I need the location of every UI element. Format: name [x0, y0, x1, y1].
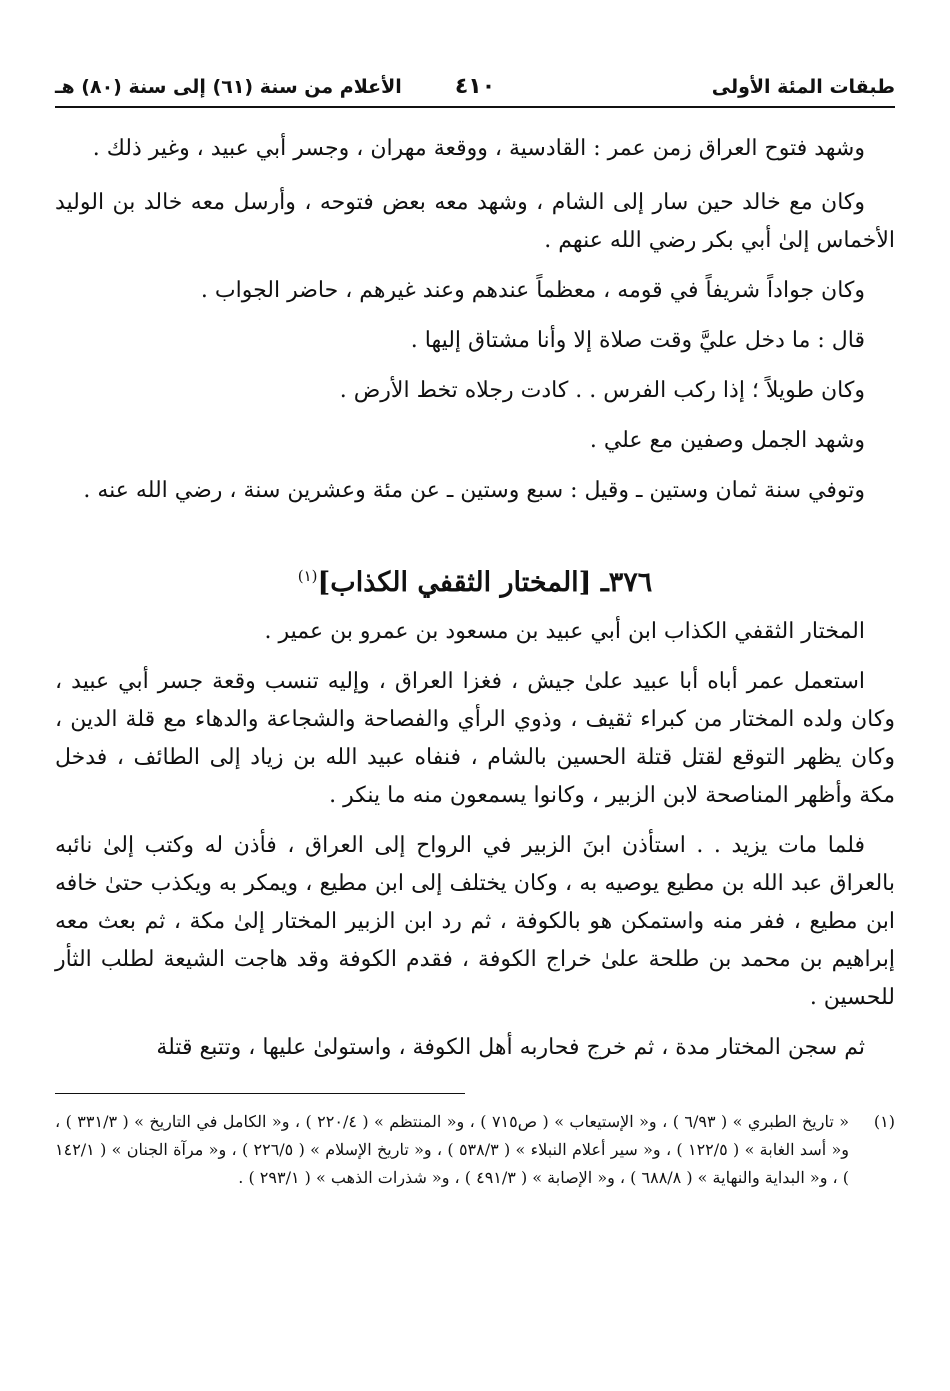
body-paragraph: المختار الثقفي الكذاب ابن أبي عبيد بن مسعود بن عمرو بن عمير . — [264, 619, 865, 644]
body-paragraph: قال : ما دخل عليَّ وقت صلاة إلا وأنا مشتاق إليها . — [410, 328, 865, 353]
entry-title-text: ٣٧٦ـ [المختار الثقفي الكذاب] — [317, 567, 653, 598]
header-book-title: طبقات المئة الأولى — [711, 76, 895, 98]
body-paragraph: وكان طويلاً ؛ إذا ركب الفرس . . كادت رجلاه تخط الأرض . — [339, 378, 865, 403]
footnote-divider — [55, 1093, 465, 1094]
body-paragraph: استعمل عمر أباه أبا عبيد علىٰ جيش ، فغزا العراق ، وإليه تنسب وقعة جسر أبي عبيد ، وكان ولده المختار من كبراء ثقيف ، وذوي الرأي والفصاحة والشجاعة والدهاء مع قلة الدين ، وكان يظهر التوقع لقتل قتلة الحسين بالشام ، فنفاه عبيد الله بن زياد إلى الطائف ، فدخل مكة وأظهر المناصحة لابن الزبير ، وكانوا يسمعون منه ما ينكر . — [55, 669, 895, 808]
header-section-range: الأعلام من سنة (٦١) إلى سنة (٨٠) هـ — [55, 76, 402, 98]
footnote — [55, 1108, 895, 1192]
book-page — [55, 70, 895, 1192]
footnote-number: (١) — [873, 1112, 895, 1131]
body-paragraph: وكان جواداً شريفاً في قومه ، معظماً عندهم وعند غيرهم ، حاضر الجواب . — [200, 278, 865, 303]
footnote-text: « تاريخ الطبري » ( ٦/٩٣ ) ، و« الإستيعاب » ( ص٧١٥ ) ، و« المنتظم » ( ٢٢٠/٤ ) ، و« الكامل في التاريخ » ( ٣٣١/٣ ) ، و« أسد الغابة » ( ١٢٢/٥ ) ، و« سير أعلام النبلاء » ( ٥٣٨/٣ ) ، و« تاريخ الإسلام » ( ٢٢٦/٥ ) ، و« مرآة الجنان » ( ١٤٢/١ ) ، و« البداية والنهاية » ( ٦٨٨/٨ ) ، و« الإصابة » ( ٤٩١/٣ ) ، و« شذرات الذهب » ( ٢٩٣/١ ) . — [55, 1112, 850, 1187]
body-paragraph: وشهد فتوح العراق زمن عمر : القادسية ، ووقعة مهران ، وجسر أبي عبيد ، وغير ذلك . — [92, 136, 865, 161]
page-number: ٤١٠ — [454, 74, 496, 99]
entry-title — [55, 556, 895, 603]
body-paragraph: فلما مات يزيد . . استأذن ابنَ الزبير في الرواح إلى العراق ، فأذن له وكتب إلىٰ نائبه بالعراق عبد الله بن مطيع يوصيه به ، وكان يختلف إلى ابن مطيع ، ويمكر به ويكذب حتىٰ خافه ابن مطيع ، ففر منه واستمكن هو بالكوفة ، ثم رد ابن الزبير المختار إلىٰ مكة ، ثم بعث معه إبراهيم بن محمد بن طلحة علىٰ خراج الكوفة ، فقدم الكوفة وقد هاجت الشيعة لطلب الثأر للحسين . — [55, 833, 895, 1010]
running-header — [55, 70, 895, 108]
body-paragraph: وشهد الجمل وصفين مع علي . — [589, 428, 865, 453]
body-paragraph: وتوفي سنة ثمان وستين ـ وقيل : سبع وستين ـ عن مئة وعشرين سنة ، رضي الله عنه . — [83, 478, 865, 503]
footnote-marker[interactable]: (١) — [297, 567, 318, 585]
body-paragraph: وكان مع خالد حين سار إلى الشام ، وشهد معه بعض فتوحه ، وأرسل معه خالد بن الوليد الأخماس إلىٰ أبي بكر رضي الله عنهم . — [55, 190, 895, 253]
body-paragraph: ثم سجن المختار مدة ، ثم خرج فحاربه أهل الكوفة ، واستولىٰ عليها ، وتتبع قتلة — [156, 1035, 865, 1060]
